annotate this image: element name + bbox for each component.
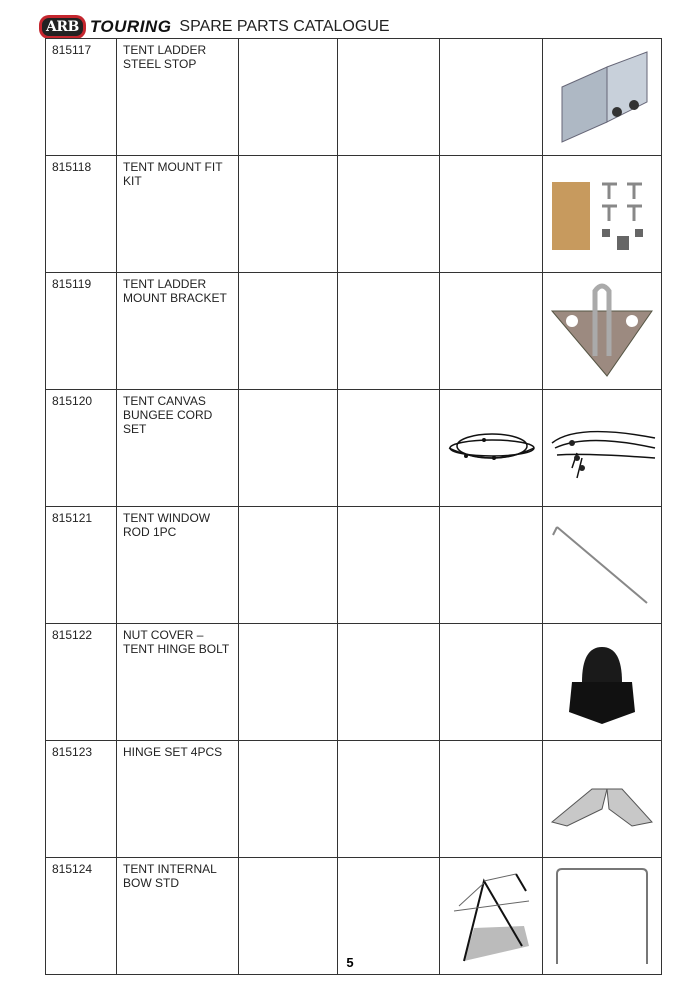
empty-cell: [338, 273, 440, 390]
mount-fit-kit-image: [547, 174, 657, 254]
empty-cell: [338, 507, 440, 624]
bungee-cord-bundle-image: [444, 418, 539, 478]
part-description: TENT LADDER STEEL STOP: [117, 39, 239, 156]
empty-cell: [338, 741, 440, 858]
part-image-cell: [543, 156, 662, 273]
secondary-image-cell: [440, 273, 543, 390]
empty-cell: [239, 273, 338, 390]
secondary-image-cell: [440, 390, 543, 507]
part-image-cell: [543, 624, 662, 741]
part-code: 815120: [46, 390, 117, 507]
part-code: 815119: [46, 273, 117, 390]
touring-logo: TOURING: [89, 17, 172, 36]
table-row: [46, 156, 662, 273]
part-image-cell: [543, 507, 662, 624]
part-image-cell: [543, 39, 662, 156]
empty-cell: [239, 156, 338, 273]
window-rod-image: [547, 515, 657, 615]
secondary-image-cell: [440, 507, 543, 624]
empty-cell: [338, 624, 440, 741]
header: [40, 14, 390, 40]
empty-cell: [239, 741, 338, 858]
part-code: 815122: [46, 624, 117, 741]
part-description: TENT CANVAS BUNGEE CORD SET: [117, 390, 239, 507]
secondary-image-cell: [440, 39, 543, 156]
empty-cell: [338, 39, 440, 156]
part-description: TENT LADDER MOUNT BRACKET: [117, 273, 239, 390]
empty-cell: [338, 390, 440, 507]
parts-table: [45, 38, 662, 975]
page-number: 5: [346, 955, 354, 970]
part-image-cell: [543, 741, 662, 858]
part-image-cell: [543, 273, 662, 390]
part-code: 815117: [46, 39, 117, 156]
table-row: [46, 507, 662, 624]
nut-cover-image: [557, 632, 647, 732]
part-description: NUT COVER – TENT HINGE BOLT: [117, 624, 239, 741]
empty-cell: [338, 156, 440, 273]
table-row: [46, 39, 662, 156]
empty-cell: [239, 390, 338, 507]
part-code: 815118: [46, 156, 117, 273]
internal-bow-diagram-image: [444, 866, 539, 966]
secondary-image-cell: [440, 741, 543, 858]
page-title: SPARE PARTS CATALOGUE: [179, 18, 390, 35]
empty-cell: [239, 39, 338, 156]
steel-stop-image: [552, 47, 652, 147]
table-row: [46, 390, 662, 507]
secondary-image-cell: [440, 624, 543, 741]
ladder-mount-bracket-image: [547, 281, 657, 381]
part-description: TENT MOUNT FIT KIT: [117, 156, 239, 273]
arb-logo: ARB: [40, 16, 85, 38]
part-code: 815124: [46, 858, 117, 975]
part-description: TENT WINDOW ROD 1PC: [117, 507, 239, 624]
table-row: [46, 273, 662, 390]
part-description: HINGE SET 4PCS: [117, 741, 239, 858]
empty-cell: [239, 507, 338, 624]
empty-cell: [239, 624, 338, 741]
table-row: [46, 624, 662, 741]
hinge-set-image: [547, 764, 657, 834]
table-row: [46, 741, 662, 858]
internal-bow-image: [547, 864, 657, 969]
secondary-image-cell: [440, 156, 543, 273]
part-image-cell: [543, 390, 662, 507]
part-description: TENT INTERNAL BOW STD: [117, 858, 239, 975]
part-code: 815121: [46, 507, 117, 624]
bungee-cord-image: [547, 413, 657, 483]
part-code: 815123: [46, 741, 117, 858]
